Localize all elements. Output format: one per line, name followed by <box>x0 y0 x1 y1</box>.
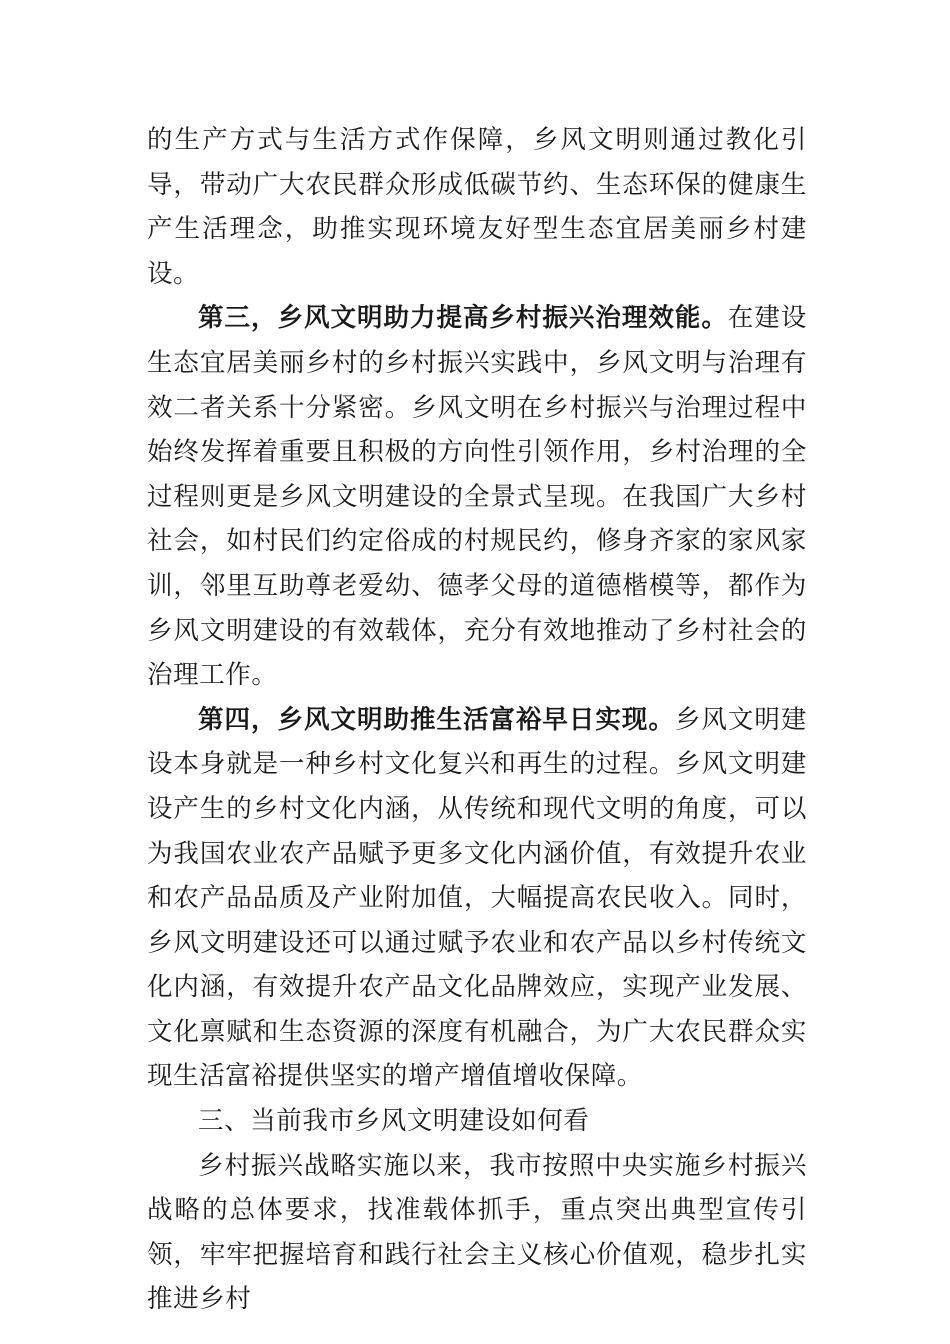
paragraph-lead-bold: 第三，乡风文明助力提高乡村振兴治理效能。 <box>198 303 728 334</box>
document-page <box>147 118 807 1322</box>
paragraph-text: 在建设生态宜居美丽乡村的乡村振兴实践中，乡风文明与治理有效二者关系十分紧密。乡风文明在乡村振兴与治理过程中始终发挥着重要且积极的方向性引领作用，乡村治理的全过程则更是乡风文明建设的全景式呈现。在我国广大乡村社会，如村民们约定俗成的村规民约，修身齐家的家风家训，邻里互助尊老爱幼、德孝父母的道德楷模等，都作为乡风文明建设的有效载体，充分有效地推动了乡村社会的治理工作。 <box>147 303 807 691</box>
paragraph-continuation <box>147 118 807 296</box>
paragraph-third-point <box>147 296 807 697</box>
paragraph-fourth-point <box>147 698 807 1099</box>
paragraph-section-intro <box>147 1144 807 1322</box>
section-heading: 三、当前我市乡风文明建设如何看 <box>198 1106 590 1137</box>
paragraph-text: 乡风文明建设本身就是一种乡村文化复兴和再生的过程。乡风文明建设产生的乡村文化内涵，从传统和现代文明的角度，可以为我国农业农产品赋予更多文化内涵价值，有效提升农业和农产品品质及产业附加值，大幅提高农民收入。同时，乡风文明建设还可以通过赋予农业和农产品以乡村传统文化内涵，有效提升农产品文化品牌效应，实现产业发展、文化禀赋和生态资源的深度有机融合，为广大农民群众实现生活富裕提供坚实的增产增值增收保障。 <box>147 704 807 1092</box>
paragraph-text: 乡村振兴战略实施以来，我市按照中央实施乡村振兴战略的总体要求，找准载体抓手，重点突出典型宣传引领，牢牢把握培育和践行社会主义核心价值观，稳步扎实推进乡村 <box>147 1150 807 1315</box>
paragraph-lead-bold: 第四，乡风文明助推生活富裕早日实现。 <box>198 704 675 735</box>
paragraph-text: 的生产方式与生活方式作保障，乡风文明则通过教化引导，带动广大农民群众形成低碳节约、生态环保的健康生产生活理念，助推实现环境友好型生态宜居美丽乡村建设。 <box>147 125 807 289</box>
